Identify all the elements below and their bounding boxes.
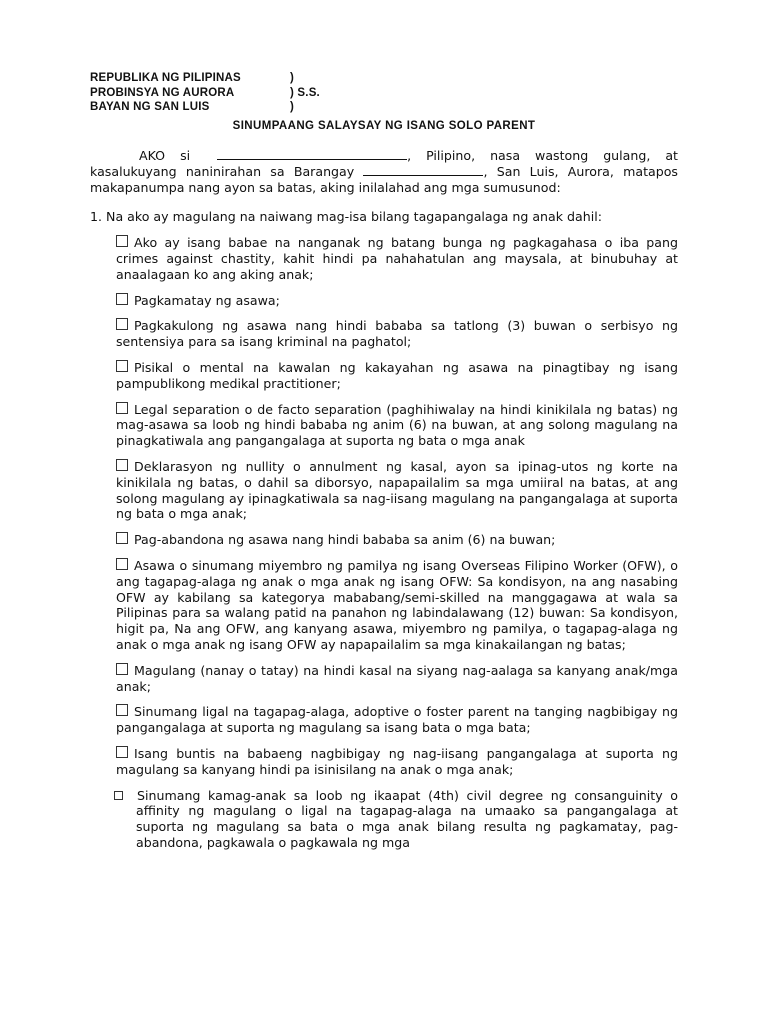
header-republika: REPUBLIKA NG PILIPINAS <box>90 72 241 84</box>
checkbox-icon[interactable] <box>116 459 128 471</box>
checkbox-icon[interactable] <box>116 360 128 372</box>
option-text: Isang buntis na babaeng nagbibigay ng nag-iisang pangangalaga at suporta ng magulang sa kanyang hindi pa isinisilang na anak o mga anak; <box>116 745 678 777</box>
checkbox-icon[interactable] <box>116 235 128 247</box>
intro-text-2: , Pilipino, nasa wastong gulang, at kasalukuyang naninirahan sa Barangay <box>90 148 678 179</box>
option-7[interactable] <box>90 532 678 548</box>
checkbox-icon[interactable] <box>116 293 128 305</box>
option-text: Sinumang ligal na tagapag-alaga, adoptive o foster parent na tanging nagbibigay ng pangangalaga at suporta ng magulang sa isang bata o mga bata; <box>116 704 678 736</box>
option-2[interactable] <box>90 293 678 309</box>
option-text: Pag-abandona ng asawa nang hindi bababa sa anim (6) na buwan; <box>134 532 556 548</box>
option-text: Asawa o sinumang miyembro ng pamilya ng isang Overseas Filipino Worker (OFW), o ang tagapag-alaga ng anak o mga anak ng isang OFW: Sa kondisyon, na ang nasabing OFW ay kabilang sa kategorya mababang/semi-skilled na manggagawa at wala sa Pilipinas para sa walang patid na panahon ng labindalawang (12) buwan: Sa kondisyon, higit pa, Na ang OFW, ang kanyang asawa, miyembro ng pamilya, o tagapag-alaga ng anak o mga anak ng isang OFW ay napapailalim sa mga kinakailangan ng batas; <box>116 557 678 652</box>
option-text: Magulang (nanay o tatay) na hindi kasal na siyang nag-aalaga sa kanyang anak/mga anak; <box>116 662 678 694</box>
option-5[interactable] <box>90 402 678 449</box>
option-text: Ako ay isang babae na nanganak ng batang bunga ng pagkagahasa o iba pang crimes against chastity, kahit hindi pa nahahatulan ang maysala, at binubuhay at anaalagaan ko ang aking anak; <box>116 235 678 282</box>
header-ss: ) S.S. <box>290 86 320 99</box>
checkbox-icon[interactable] <box>116 558 128 570</box>
checkbox-icon[interactable] <box>116 532 128 544</box>
option-text: Deklarasyon ng nullity o annulment ng kasal, ayon sa ipinag-utos ng korte na kinikilala ng batas, o dahil sa diborsyo, napapailalim sa mga umiiral na batas, at ang solong magulang ay ipinagkatiwala sa nag-iisang magulang na pangangalaga at suporta ng bata o mga anak; <box>116 458 678 522</box>
option-8[interactable] <box>90 558 678 653</box>
header-paren-1: ) <box>290 72 295 84</box>
option-9[interactable] <box>90 663 678 695</box>
option-1[interactable] <box>90 235 678 282</box>
checkbox-icon[interactable] <box>116 402 128 414</box>
option-text: Pisikal o mental na kawalan ng kakayahan ng asawa na pinagtibay ng isang pampublikong medikal practitioner; <box>116 359 678 391</box>
header-bayan: BAYAN NG SAN LUIS <box>90 101 210 113</box>
option-11[interactable] <box>90 746 678 778</box>
header-probinsya: PROBINSYA NG AURORA <box>90 86 235 99</box>
option-text: Legal separation o de facto separation (paghihiwalay na hindi kinikilala ng batas) ng mag-asawa sa loob ng hindi bababa ng anim (6) na buwan, at ang solong magulang na pinagkatiwala ang pangangalaga at suporta ng bata o mga anak <box>116 401 678 449</box>
checkbox-icon[interactable] <box>116 746 128 758</box>
option-3[interactable] <box>90 318 678 350</box>
option-text: Pagkamatay ng asawa; <box>134 292 280 308</box>
document-title: SINUMPAANG SALAYSAY NG ISANG SOLO PARENT <box>232 120 536 132</box>
intro-text-1: AKO si <box>139 148 191 163</box>
barangay-blank[interactable] <box>363 164 483 176</box>
item-1: 1. Na ako ay magulang na naiwang mag-isa bilang tagapangalaga ng anak dahil: <box>90 209 602 225</box>
option-text: Pagkakulong ng asawa nang hindi bababa sa tatlong (3) buwan o serbisyo ng sentensiya para sa isang kriminal na paghatol; <box>116 318 678 350</box>
option-4[interactable] <box>90 360 678 392</box>
intro-paragraph <box>90 148 678 195</box>
header-paren-3: ) <box>290 101 295 113</box>
option-6[interactable] <box>90 459 678 522</box>
option-text: Sinumang kamag-anak sa loob ng ikaapat (4th) civil degree ng consanguinity o affinity ng magulang o ligal na tagapag-alaga na umaako sa pangangalaga at suporta ng magulang sa bata o mga anak bilang resulta ng pagkamatay, pag-abandona, pagkawala o pagkawala ng mga <box>136 787 678 850</box>
intro-text-3: , San Luis, Aurora, matapos makapanumpa nang ayon sa batas, aking inilalahad ang mga sumusunod: <box>90 163 678 195</box>
name-blank[interactable] <box>217 148 407 160</box>
option-12[interactable] <box>90 788 678 851</box>
checkbox-icon[interactable] <box>116 318 128 330</box>
option-10[interactable] <box>90 704 678 736</box>
checkbox-icon[interactable] <box>116 704 128 716</box>
checkbox-icon[interactable] <box>114 791 123 800</box>
document-body <box>90 148 678 851</box>
venue-header <box>90 71 320 115</box>
checkbox-icon[interactable] <box>116 663 128 675</box>
